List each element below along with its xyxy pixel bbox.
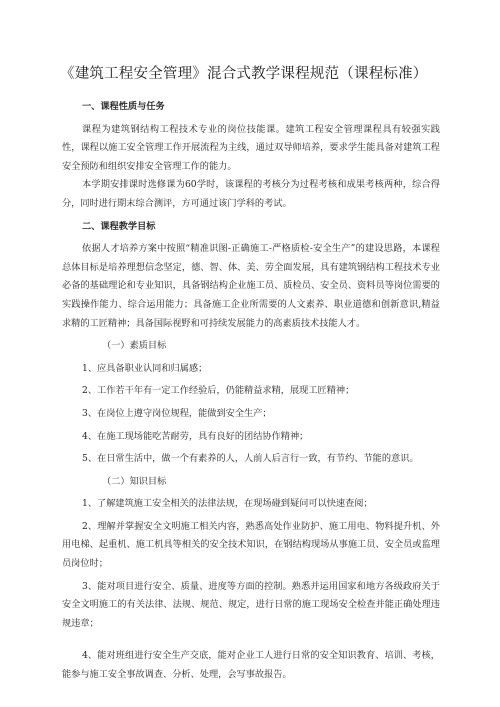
teaching-goals-paragraph: 依据人才培养方案中按照“精准识图-正确施工-严格质检-安全生产”的建设思路，本课程总体目标是培养理想信念坚定，德、智、体、美、劳全面发展，具有建筑钢结构工程技术专业必备的基础理论和专业知识，具备钢结构企业施工员、质检员、安全员、资料员等岗位需要的实践操作能力、综合运用能力；具备施工企业所需要的人文素养、职业道德和创新意识,精益求精的工匠精神；具备国际视野和可持续发展能力的高素质技术技能人才。 (62, 243, 440, 329)
quality-goal-item: 3、在岗位上遵守岗位规程，能做到安全生产； (82, 407, 272, 419)
section-heading-teaching-goals: 二、课程教学目标 (82, 220, 156, 232)
quality-goal-item: 1、应具备职业认同和归属感； (82, 362, 208, 374)
section-heading-course-nature: 一、课程性质与任务 (82, 101, 165, 112)
quality-goal-item: 2、工作若干年有一定工作经验后，仍能精益求精，展现工匠精神； (82, 385, 355, 397)
knowledge-goal-item: 3、能对项目进行安全、质量、进度等方面的控制。熟悉并运用国家和地方各级政府关于安全文明施工的有关法律、法规、规范、规定，进行日常的施工现场安全检查并能正确处理违规违章； (62, 580, 440, 629)
knowledge-goal-item: 2、理解并掌握安全文明施工相关内容，熟悉高处作业防护、施工用电、物料提升机、外用电梯、起重机、施工机具等相关的安全技术知识，在钢结构现场从事施工员、安全员或监理员岗位时； (62, 520, 440, 570)
subheading-knowledge-goals: （二）知识目标 (102, 475, 167, 487)
document-title: 《建筑工程安全管理》混合式教学课程规范（课程标准） (60, 66, 428, 82)
knowledge-goal-item: 1、了解建筑施工安全相关的法律法规，在现场碰到疑问可以快速查阅； (82, 498, 373, 510)
course-nature-paragraph-1: 课程为建筑钢结构工程技术专业的岗位技能课。建筑工程安全管理课程具有较强实践性，课程以施工安全管理工作开展流程为主线，通过双导师培养，要求学生能具备对建筑工程安全预防和组织安排安全管理工作的能力。 (62, 123, 440, 172)
course-nature-paragraph-2: 本学期安排课时选修课为60学时，该课程的考核分为过程考核和成果考核两种，综合得分，同时进行期末综合测评，方可通过该门学科的考试。 (62, 179, 440, 209)
quality-goal-item: 5、在日常生活中，做一个有素养的人，人前人后言行一致，有节约、节能的意识。 (82, 453, 419, 465)
subheading-quality-goals: （一）素质目标 (102, 340, 167, 352)
knowledge-goal-item: 4、能对班组进行安全生产交底，能对企业工人进行日常的安全知识教育、培训、考核，能参与施工安全事故调查、分析、处理，会写事故报告。 (62, 650, 440, 681)
quality-goal-item: 4、在施工现场能吃苦耐劳，具有良好的团结协作精神； (82, 430, 309, 442)
document-body (62, 98, 440, 685)
